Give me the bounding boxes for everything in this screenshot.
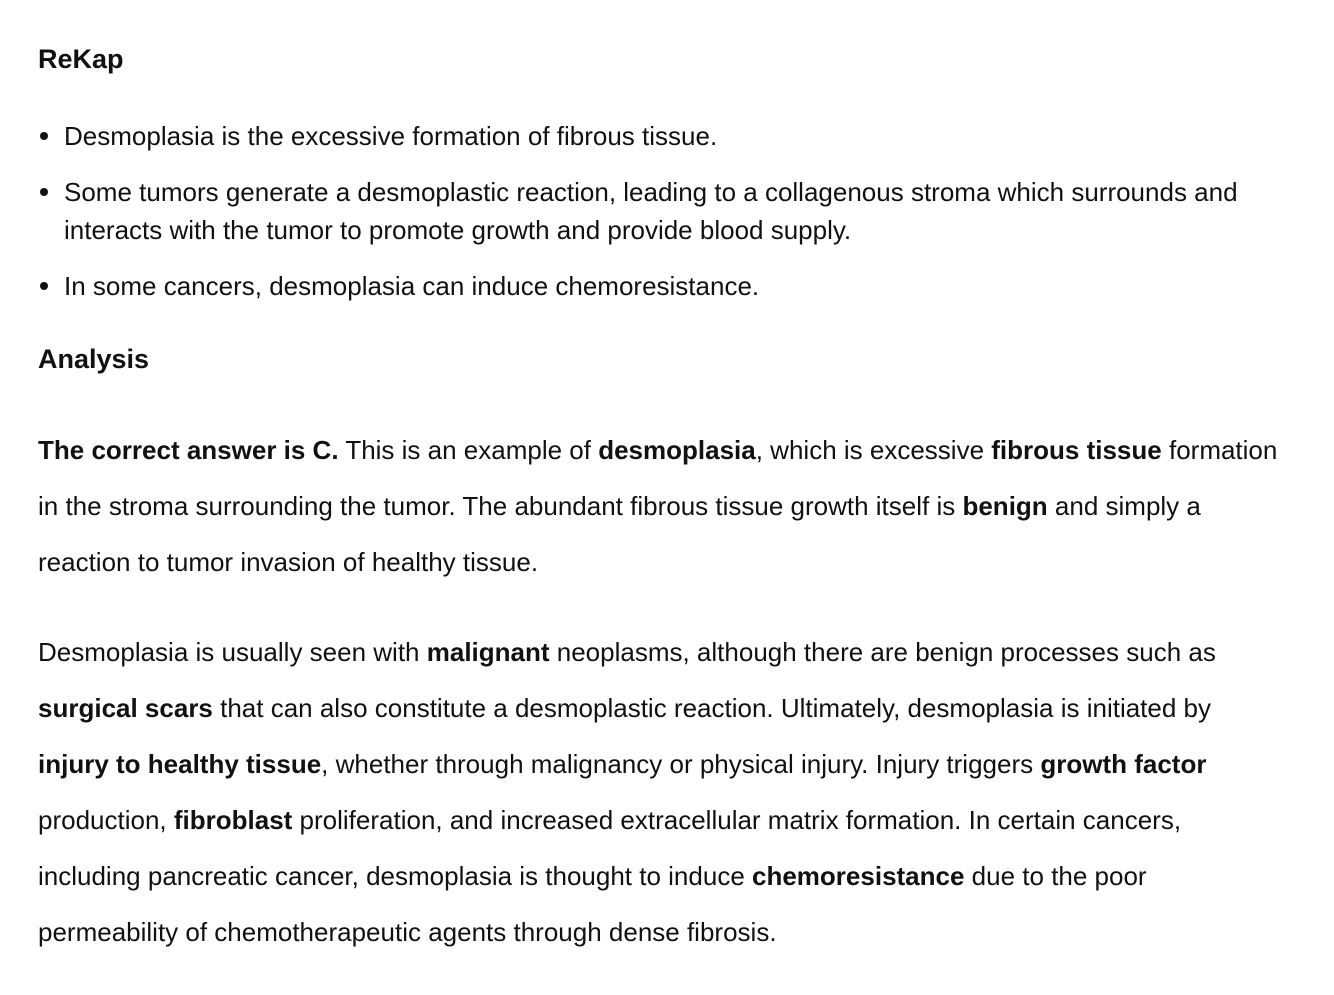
text-run: due to the poor permeability of chemotherapeutic agents through dense fibrosis. xyxy=(38,861,1147,947)
bullet-text: In some cancers, desmoplasia can induce chemoresistance. xyxy=(64,271,760,301)
bullet-text: Some tumors generate a desmoplastic reaction, leading to a collagenous stroma which surrounds and interacts with the tumor to promote growth and provide blood supply. xyxy=(64,177,1238,245)
bullet-text: Desmoplasia is the excessive formation of fibrous tissue. xyxy=(64,121,718,151)
term-benign: benign xyxy=(962,491,1048,521)
term-chemoresistance: chemoresistance xyxy=(752,861,965,891)
text-run: formation in the stroma surrounding the tumor. The abundant fibrous tissue growth itself is xyxy=(38,435,1278,521)
analysis-paragraph-1 xyxy=(38,422,1278,590)
term-growth-factor: growth factor xyxy=(1040,749,1207,779)
rekap-heading: ReKap xyxy=(38,44,124,74)
analysis-paragraph-2 xyxy=(38,624,1278,960)
list-item xyxy=(38,267,1274,305)
text-run: Desmoplasia is usually seen with xyxy=(38,637,427,667)
text-run: that can also constitute a desmoplastic reaction. Ultimately, desmoplasia is initiated by xyxy=(212,693,1212,723)
analysis-heading: Analysis xyxy=(38,344,150,374)
rekap-bullet-list xyxy=(38,117,1274,323)
bullet-dot-icon xyxy=(40,282,48,290)
text-run: and simply a reaction to tumor invasion of healthy tissue. xyxy=(38,491,1201,577)
term-fibrous-tissue: fibrous tissue xyxy=(991,435,1162,465)
list-item xyxy=(38,117,1274,155)
text-run: This is an example of xyxy=(338,435,599,465)
text-run: proliferation, and increased extracellular matrix formation. In certain cancers, including pancreatic cancer, desmoplasia is thought to induce xyxy=(38,805,1182,891)
term-injury-to-healthy-tissue: injury to healthy tissue xyxy=(38,749,322,779)
text-run: production, xyxy=(38,805,174,835)
term-surgical-scars: surgical scars xyxy=(38,693,213,723)
text-run: , which is excessive xyxy=(755,435,992,465)
answer-statement: The correct answer is C. xyxy=(38,435,339,465)
bullet-dot-icon xyxy=(40,132,48,140)
term-desmoplasia: desmoplasia xyxy=(598,435,756,465)
text-run: neoplasms, although there are benign processes such as xyxy=(549,637,1216,667)
list-item xyxy=(38,173,1274,249)
bullet-dot-icon xyxy=(40,188,48,196)
text-run: , whether through malignancy or physical injury. Injury triggers xyxy=(321,749,1041,779)
term-malignant: malignant xyxy=(426,637,550,667)
term-fibroblast: fibroblast xyxy=(173,805,293,835)
